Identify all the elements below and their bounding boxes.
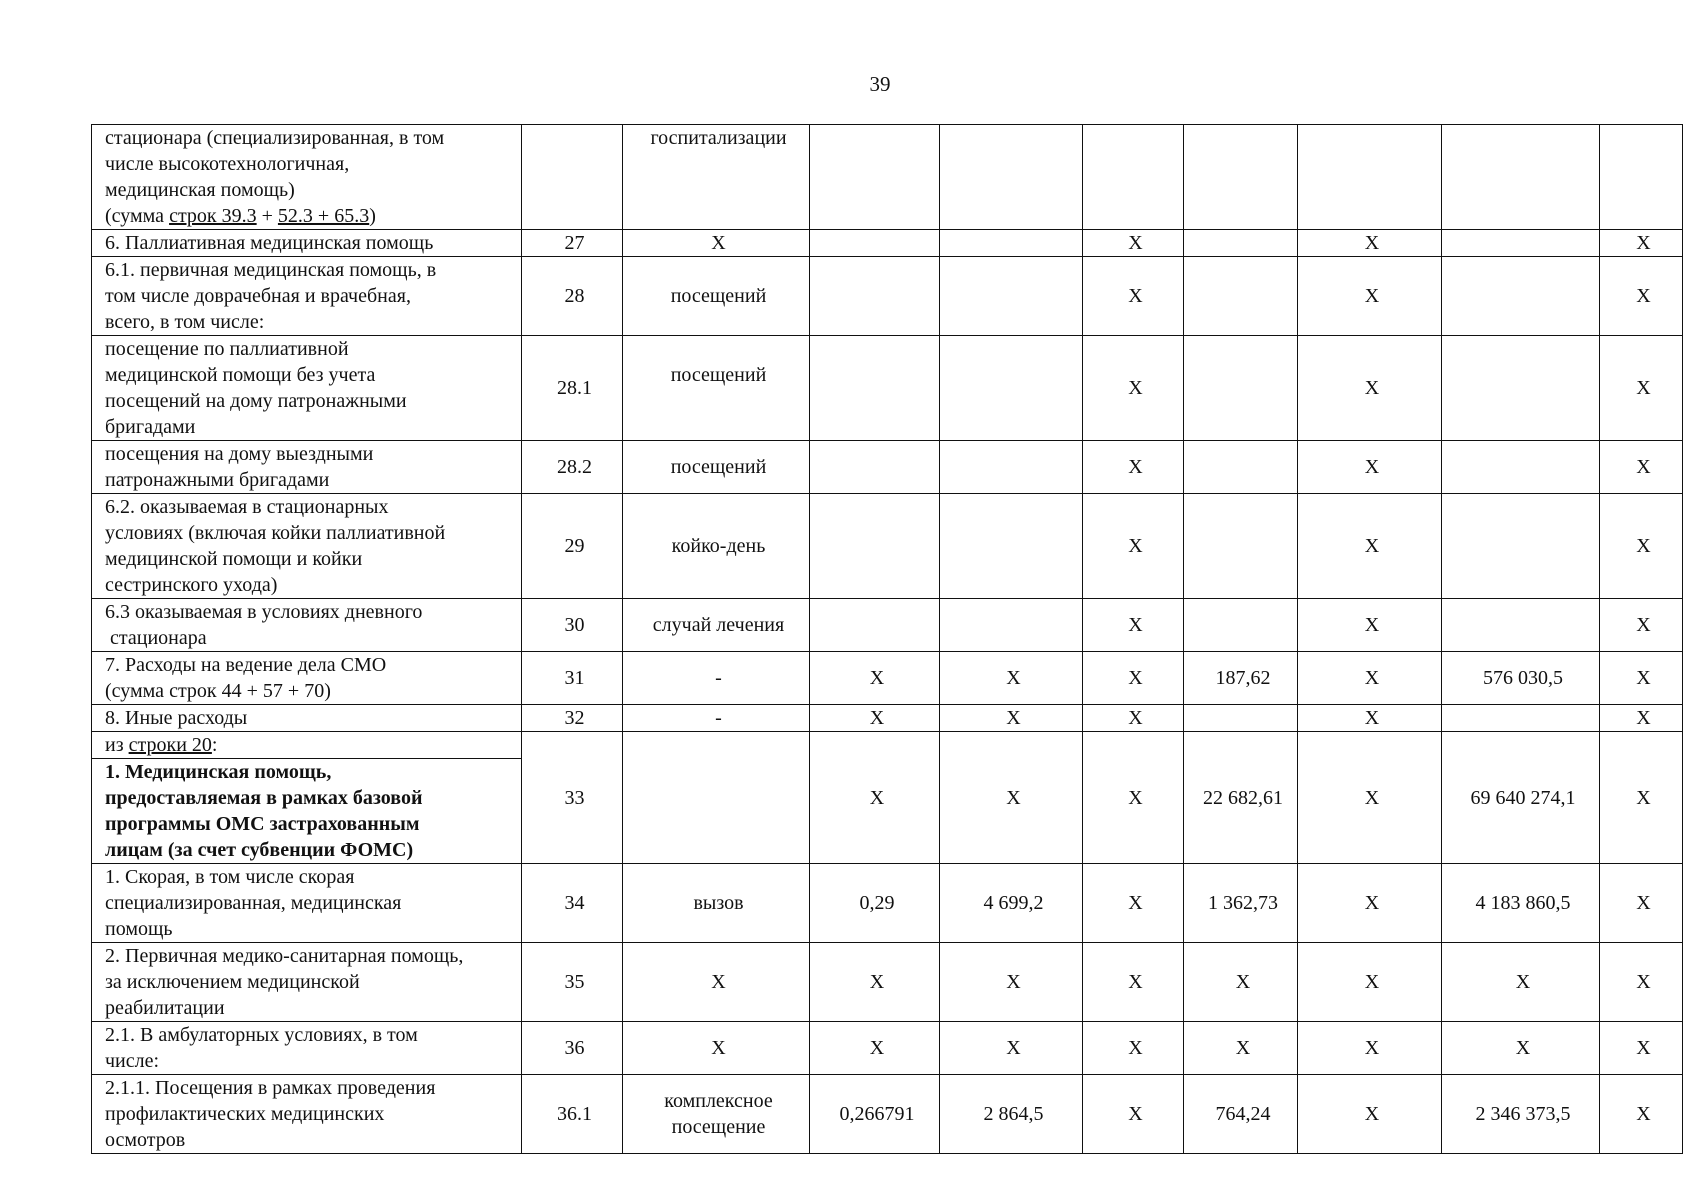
value-cell: X [940, 943, 1083, 1022]
value-cell [940, 257, 1083, 336]
data-table [91, 124, 1683, 1154]
value-cell [810, 336, 940, 441]
unit-cell: посещений [623, 336, 810, 441]
value-cell [1442, 494, 1600, 599]
value-cell [940, 441, 1083, 494]
value-cell: X [1083, 705, 1184, 732]
row-name-cell: 6.2. оказываемая в стационарных условиях (включая койки паллиативной медицинской помощи и койки сестринского ухода) [92, 494, 522, 599]
row-number-cell: 33 [522, 732, 623, 864]
value-cell [1184, 257, 1298, 336]
value-cell [940, 230, 1083, 257]
value-cell: X [1600, 705, 1683, 732]
value-cell [1083, 125, 1184, 230]
unit-cell [623, 732, 810, 864]
value-cell [1442, 441, 1600, 494]
value-cell: X [1083, 336, 1184, 441]
row-name-cell: 6.3 оказываемая в условиях дневного стационара [92, 599, 522, 652]
value-cell: X [940, 1022, 1083, 1075]
value-cell: X [1298, 943, 1442, 1022]
value-cell: X [1600, 732, 1683, 864]
row-reference-link[interactable]: строки 20 [128, 734, 212, 756]
value-cell [810, 599, 940, 652]
section-heading-cell: 1. Медицинская помощь, предоставляемая в рамках базовой программы ОМС застрахованным лицам (за счет субвенции ФОМС) [92, 759, 522, 864]
unit-cell: X [623, 1022, 810, 1075]
table-row [92, 257, 1683, 336]
value-cell: X [1600, 652, 1683, 705]
unit-cell: комплексное посещение [623, 1075, 810, 1154]
value-cell [1442, 599, 1600, 652]
value-cell [1184, 705, 1298, 732]
unit-cell: вызов [623, 864, 810, 943]
value-cell: 22 682,61 [1184, 732, 1298, 864]
value-cell: 764,24 [1184, 1075, 1298, 1154]
value-cell: X [1083, 864, 1184, 943]
row-reference-link[interactable]: строк 39.3 [169, 205, 257, 227]
value-cell [810, 494, 940, 599]
value-cell: X [1184, 943, 1298, 1022]
row-number-cell: 27 [522, 230, 623, 257]
value-cell: X [1083, 652, 1184, 705]
value-cell [940, 336, 1083, 441]
row-reference-link[interactable]: 52.3 + 65.3 [277, 205, 370, 227]
unit-cell: госпитализации [623, 125, 810, 230]
value-cell: X [1298, 864, 1442, 943]
value-cell: X [1600, 494, 1683, 599]
value-cell [1184, 494, 1298, 599]
value-cell: X [1600, 1022, 1683, 1075]
table-row [92, 336, 1683, 441]
table-row [92, 494, 1683, 599]
row-number-cell: 34 [522, 864, 623, 943]
value-cell [810, 257, 940, 336]
row-number-cell [522, 125, 623, 230]
value-cell: X [1298, 732, 1442, 864]
value-cell: X [1600, 230, 1683, 257]
value-cell: X [1600, 257, 1683, 336]
value-cell: 4 183 860,5 [1442, 864, 1600, 943]
value-cell [940, 599, 1083, 652]
value-cell [1600, 125, 1683, 230]
row-number-cell: 29 [522, 494, 623, 599]
value-cell: X [1083, 732, 1184, 864]
row-number-cell: 32 [522, 705, 623, 732]
value-cell: X [1083, 599, 1184, 652]
unit-cell: - [623, 705, 810, 732]
value-cell [940, 494, 1083, 599]
value-cell [810, 230, 940, 257]
row-name-cell: посещения на дому выездными патронажными бригадами [92, 441, 522, 494]
table-row [92, 652, 1683, 705]
row-name-cell: 2.1.1. Посещения в рамках проведения профилактических медицинских осмотров [92, 1075, 522, 1154]
value-cell: X [1083, 1022, 1184, 1075]
value-cell: X [1184, 1022, 1298, 1075]
table-row [92, 705, 1683, 732]
table-row [92, 599, 1683, 652]
value-cell: X [1083, 1075, 1184, 1154]
value-cell: X [1083, 230, 1184, 257]
row-number-cell: 28.1 [522, 336, 623, 441]
value-cell: 2 864,5 [940, 1075, 1083, 1154]
table-row [92, 864, 1683, 943]
table-row [92, 943, 1683, 1022]
value-cell: 0,266791 [810, 1075, 940, 1154]
value-cell: X [1600, 1075, 1683, 1154]
value-cell: X [1298, 705, 1442, 732]
value-cell: X [1298, 230, 1442, 257]
value-cell: X [1600, 943, 1683, 1022]
value-cell [1442, 336, 1600, 441]
value-cell [1184, 230, 1298, 257]
row-number-cell: 30 [522, 599, 623, 652]
value-cell: X [1600, 864, 1683, 943]
table-row [92, 1075, 1683, 1154]
row-number-cell: 31 [522, 652, 623, 705]
value-cell [1442, 230, 1600, 257]
row-name-cell: стационара (специализированная, в том числе высокотехнологичная, медицинская помощь) (сумма строк 39.3 + 52.3 + 65.3) [92, 125, 522, 230]
page-number: 39 [869, 72, 891, 96]
value-cell: X [810, 1022, 940, 1075]
value-cell: X [1600, 441, 1683, 494]
unit-cell: посещений [623, 257, 810, 336]
value-cell: X [1083, 441, 1184, 494]
unit-cell: посещений [623, 441, 810, 494]
value-cell [810, 441, 940, 494]
row-number-cell: 35 [522, 943, 623, 1022]
value-cell: X [940, 705, 1083, 732]
value-cell: X [1298, 257, 1442, 336]
row-name-cell: 6.1. первичная медицинская помощь, в том числе доврачебная и врачебная, всего, в том числе: [92, 257, 522, 336]
row-name-cell: 2.1. В амбулаторных условиях, в том числе: [92, 1022, 522, 1075]
value-cell [810, 125, 940, 230]
table-row [92, 1022, 1683, 1075]
value-cell: 187,62 [1184, 652, 1298, 705]
table-row [92, 230, 1683, 257]
row-name-cell: 7. Расходы на ведение дела СМО (сумма строк 44 + 57 + 70) [92, 652, 522, 705]
value-cell: X [810, 705, 940, 732]
row-name-cell: 2. Первичная медико-санитарная помощь, за исключением медицинской реабилитации [92, 943, 522, 1022]
table-row [92, 441, 1683, 494]
value-cell: X [810, 652, 940, 705]
row-number-cell: 36.1 [522, 1075, 623, 1154]
value-cell: X [1298, 599, 1442, 652]
row-name-cell: 1. Скорая, в том числе скорая специализированная, медицинская помощь [92, 864, 522, 943]
value-cell: X [1083, 494, 1184, 599]
row-name-cell: 6. Паллиативная медицинская помощь [92, 230, 522, 257]
value-cell [940, 125, 1083, 230]
value-cell: X [940, 732, 1083, 864]
value-cell: X [810, 943, 940, 1022]
value-cell [1184, 441, 1298, 494]
value-cell: X [810, 732, 940, 864]
unit-cell: койко-день [623, 494, 810, 599]
value-cell: X [1298, 652, 1442, 705]
value-cell: X [1442, 1022, 1600, 1075]
value-cell [1298, 125, 1442, 230]
unit-cell: - [623, 652, 810, 705]
value-cell [1442, 257, 1600, 336]
value-cell: X [1298, 1075, 1442, 1154]
value-cell: X [1083, 943, 1184, 1022]
value-cell: 1 362,73 [1184, 864, 1298, 943]
value-cell [1184, 336, 1298, 441]
unit-cell: случай лечения [623, 599, 810, 652]
value-cell: X [1298, 494, 1442, 599]
value-cell: 4 699,2 [940, 864, 1083, 943]
table-row [92, 125, 1683, 230]
value-cell: 576 030,5 [1442, 652, 1600, 705]
unit-cell: X [623, 943, 810, 1022]
row-name-cell: посещение по паллиативной медицинской помощи без учета посещений на дому патронажными бригадами [92, 336, 522, 441]
value-cell: X [1298, 1022, 1442, 1075]
value-cell: X [1442, 943, 1600, 1022]
value-cell: X [940, 652, 1083, 705]
value-cell [1442, 125, 1600, 230]
value-cell: X [1083, 257, 1184, 336]
row-number-cell: 28.2 [522, 441, 623, 494]
unit-cell: X [623, 230, 810, 257]
value-cell: X [1298, 336, 1442, 441]
row-number-cell: 36 [522, 1022, 623, 1075]
value-cell: 69 640 274,1 [1442, 732, 1600, 864]
value-cell [1442, 705, 1600, 732]
value-cell [1184, 599, 1298, 652]
row-name-cell: 8. Иные расходы [92, 705, 522, 732]
value-cell: 2 346 373,5 [1442, 1075, 1600, 1154]
value-cell: X [1600, 599, 1683, 652]
row-number-cell: 28 [522, 257, 623, 336]
table-row [92, 732, 1683, 759]
value-cell: X [1600, 336, 1683, 441]
value-cell: X [1298, 441, 1442, 494]
value-cell: 0,29 [810, 864, 940, 943]
row-name-cell: из строки 20: [92, 732, 522, 759]
value-cell [1184, 125, 1298, 230]
